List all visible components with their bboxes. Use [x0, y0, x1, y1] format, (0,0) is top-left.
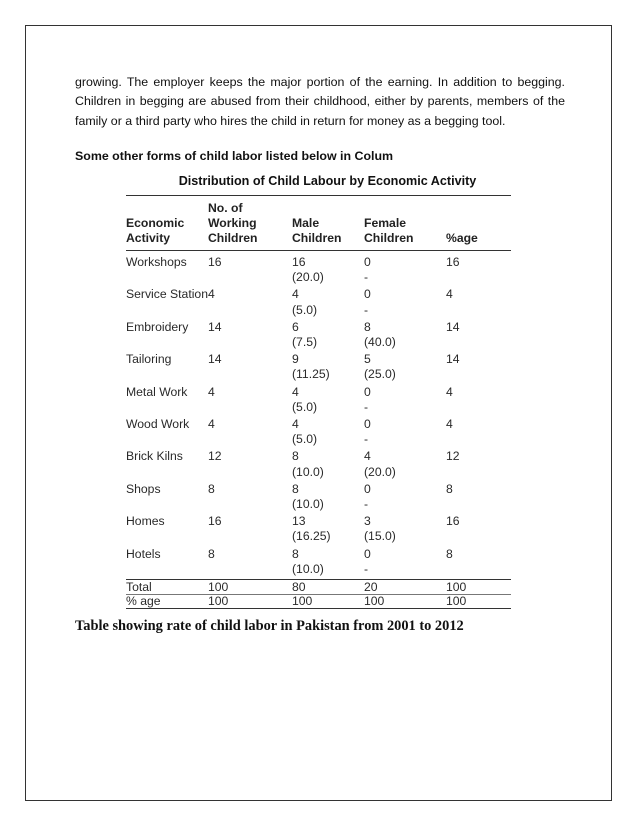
table-total-row-no: 100 — [208, 580, 292, 595]
table-row — [126, 449, 511, 481]
cell-female-children — [364, 255, 446, 287]
cell-male-children-share: (10.0) — [292, 497, 324, 512]
cell-male-children-value: 8 — [292, 449, 299, 464]
distribution-table-figure — [126, 171, 511, 609]
table-body — [126, 255, 511, 609]
table-row — [126, 255, 511, 287]
cell-percentage-value: 8 — [446, 481, 453, 496]
cell-activity-value: Embroidery — [126, 319, 189, 334]
cell-activity — [126, 449, 208, 481]
cell-male-children-share: (11.25) — [292, 367, 330, 382]
cell-working-children — [208, 255, 292, 287]
cell-male-children-value: 8 — [292, 481, 299, 496]
cell-working-children-value: 4 — [208, 384, 215, 399]
table-row — [126, 385, 511, 417]
table-total-row-female: 20 — [364, 580, 446, 595]
cell-male-children-value: 4 — [292, 384, 299, 399]
table-percentage-row — [126, 595, 511, 609]
table-row — [126, 417, 511, 449]
cell-working-children — [208, 449, 292, 481]
cell-female-children — [364, 547, 446, 580]
cell-working-children-value: 4 — [208, 417, 215, 432]
cell-male-children-value: 13 — [292, 514, 306, 529]
cell-male-children — [292, 547, 364, 580]
cell-activity — [126, 385, 208, 417]
cell-female-children — [364, 385, 446, 417]
cell-activity — [126, 320, 208, 352]
cell-female-children — [364, 482, 446, 514]
cell-female-children-value: 0 — [364, 384, 371, 399]
header-female-children: Female Children — [364, 216, 414, 245]
cell-activity-value: Workshops — [126, 255, 187, 269]
cell-percentage-value: 14 — [446, 319, 460, 334]
cell-percentage-value: 16 — [446, 255, 460, 269]
table-header-row — [126, 201, 511, 251]
cell-activity-value: Brick Kilns — [126, 449, 183, 464]
cell-male-children — [292, 417, 364, 449]
cell-activity — [126, 482, 208, 514]
cell-female-children-share: (20.0) — [364, 464, 396, 479]
cell-male-children-value: 6 — [292, 319, 299, 334]
cell-male-children-value: 8 — [292, 546, 299, 561]
cell-working-children-value: 14 — [208, 352, 222, 367]
cell-male-children — [292, 514, 364, 546]
cell-male-children-value: 9 — [292, 352, 299, 367]
cell-male-children — [292, 320, 364, 352]
table-total-row-activity: Total — [126, 580, 208, 595]
cell-male-children-share: (7.5) — [292, 335, 318, 350]
cell-male-children — [292, 255, 364, 287]
cell-percentage-value: 14 — [446, 352, 460, 367]
table-row — [126, 352, 511, 384]
cell-activity-value: Service Station — [126, 287, 208, 302]
table-percentage-row-female: 100 — [364, 595, 446, 609]
cell-female-children-value: 0 — [364, 546, 371, 561]
cell-female-children-value: 0 — [364, 287, 371, 302]
cell-male-children-value: 4 — [292, 287, 299, 302]
cell-female-children-value: 3 — [364, 514, 371, 529]
table-percentage-row-male: 100 — [292, 595, 364, 609]
cell-working-children — [208, 482, 292, 514]
table-total-row-pct: 100 — [446, 580, 511, 595]
cell-working-children-value: 8 — [208, 481, 215, 496]
cell-male-children — [292, 482, 364, 514]
cell-female-children-value: 0 — [364, 255, 371, 269]
cell-female-children — [364, 352, 446, 384]
header-male-children: Male Children — [292, 216, 342, 245]
cell-male-children-share: (5.0) — [292, 302, 318, 317]
cell-male-children-value: 16 — [292, 255, 306, 269]
cell-percentage-value: 4 — [446, 287, 453, 302]
cell-percentage — [446, 449, 511, 481]
cell-female-children-share: - — [364, 497, 369, 512]
cell-male-children-share: (5.0) — [292, 432, 318, 447]
table-caption: Table showing rate of child labor in Pakistan from 2001 to 2012 — [75, 618, 464, 634]
cell-working-children — [208, 320, 292, 352]
cell-male-children-share: (20.0) — [292, 270, 324, 285]
cell-working-children — [208, 385, 292, 417]
cell-female-children-value: 0 — [364, 481, 371, 496]
cell-percentage — [446, 482, 511, 514]
cell-activity — [126, 417, 208, 449]
cell-male-children-share: (16.25) — [292, 529, 331, 544]
cell-female-children — [364, 287, 446, 319]
table-row — [126, 514, 511, 546]
cell-working-children-value: 8 — [208, 546, 215, 561]
table-percentage-row-pct: 100 — [446, 595, 511, 609]
header-economic-activity: Economic Activity — [126, 216, 185, 245]
cell-working-children — [208, 287, 292, 319]
cell-working-children-value: 4 — [208, 287, 215, 302]
cell-activity — [126, 255, 208, 287]
cell-male-children-share: (5.0) — [292, 399, 318, 414]
cell-percentage — [446, 320, 511, 352]
paragraph-text: growing. The employer keeps the major portion of the earning. In addition to begging. Children in begging are abused from their childhood, either by parents, members of the family or a third party who hires the child in return for money as a begging tool. — [75, 75, 565, 128]
cell-working-children-value: 16 — [208, 514, 222, 529]
cell-percentage — [446, 385, 511, 417]
cell-male-children — [292, 385, 364, 417]
cell-male-children — [292, 287, 364, 319]
cell-activity-value: Tailoring — [126, 352, 172, 367]
cell-working-children — [208, 417, 292, 449]
cell-percentage — [446, 287, 511, 319]
cell-female-children-share: - — [364, 270, 369, 285]
cell-female-children — [364, 417, 446, 449]
cell-female-children-share: (15.0) — [364, 529, 396, 544]
cell-male-children — [292, 449, 364, 481]
cell-activity-value: Hotels — [126, 546, 161, 561]
cell-percentage-value: 4 — [446, 384, 453, 399]
table-total-row — [126, 580, 511, 595]
cell-female-children — [364, 320, 446, 352]
cell-male-children-share: (10.0) — [292, 464, 324, 479]
body-paragraph — [75, 73, 565, 131]
cell-percentage-value: 16 — [446, 514, 460, 529]
cell-percentage-value: 8 — [446, 546, 453, 561]
cell-female-children-share: (40.0) — [364, 335, 396, 350]
cell-female-children-value: 4 — [364, 449, 371, 464]
cell-activity — [126, 352, 208, 384]
cell-activity-value: Shops — [126, 481, 161, 496]
cell-female-children-share: - — [364, 399, 369, 414]
cell-activity-value: Homes — [126, 514, 165, 529]
cell-working-children — [208, 514, 292, 546]
cell-female-children-share: - — [364, 302, 369, 317]
cell-female-children-share: - — [364, 432, 369, 447]
cell-percentage-value: 12 — [446, 449, 460, 464]
table-title: Distribution of Child Labour by Economic Activity — [178, 174, 477, 188]
header-percentage: %age — [446, 231, 478, 245]
cell-percentage — [446, 255, 511, 287]
cell-working-children-value: 12 — [208, 449, 222, 464]
cell-female-children-value: 0 — [364, 417, 371, 432]
cell-working-children-value: 16 — [208, 255, 222, 269]
cell-activity-value: Metal Work — [126, 384, 188, 399]
cell-working-children-value: 14 — [208, 319, 222, 334]
table-total-row-male: 80 — [292, 580, 364, 595]
cell-activity — [126, 514, 208, 546]
cell-female-children — [364, 514, 446, 546]
cell-activity — [126, 287, 208, 319]
cell-percentage — [446, 417, 511, 449]
cell-female-children-share: - — [364, 561, 369, 576]
table-row — [126, 287, 511, 319]
header-working-children: No. of Working Children — [208, 201, 258, 245]
cell-percentage — [446, 352, 511, 384]
table-row — [126, 320, 511, 352]
section-lead: Some other forms of child labor listed below in Colum — [75, 149, 394, 163]
cell-female-children — [364, 449, 446, 481]
cell-working-children — [208, 352, 292, 384]
cell-percentage — [446, 547, 511, 580]
cell-female-children-value: 8 — [364, 319, 371, 334]
cell-activity — [126, 547, 208, 580]
cell-male-children-value: 4 — [292, 417, 299, 432]
cell-female-children-value: 5 — [364, 352, 371, 367]
cell-percentage-value: 4 — [446, 417, 453, 432]
distribution-table — [126, 201, 511, 609]
table-top-rule — [126, 195, 511, 196]
cell-male-children — [292, 352, 364, 384]
cell-percentage — [446, 514, 511, 546]
table-row — [126, 482, 511, 514]
table-percentage-row-no: 100 — [208, 595, 292, 609]
table-percentage-row-activity: % age — [126, 595, 208, 609]
cell-working-children — [208, 547, 292, 580]
table-row — [126, 547, 511, 580]
cell-male-children-share: (10.0) — [292, 561, 324, 576]
cell-activity-value: Wood Work — [126, 417, 190, 432]
cell-female-children-share: (25.0) — [364, 367, 396, 382]
